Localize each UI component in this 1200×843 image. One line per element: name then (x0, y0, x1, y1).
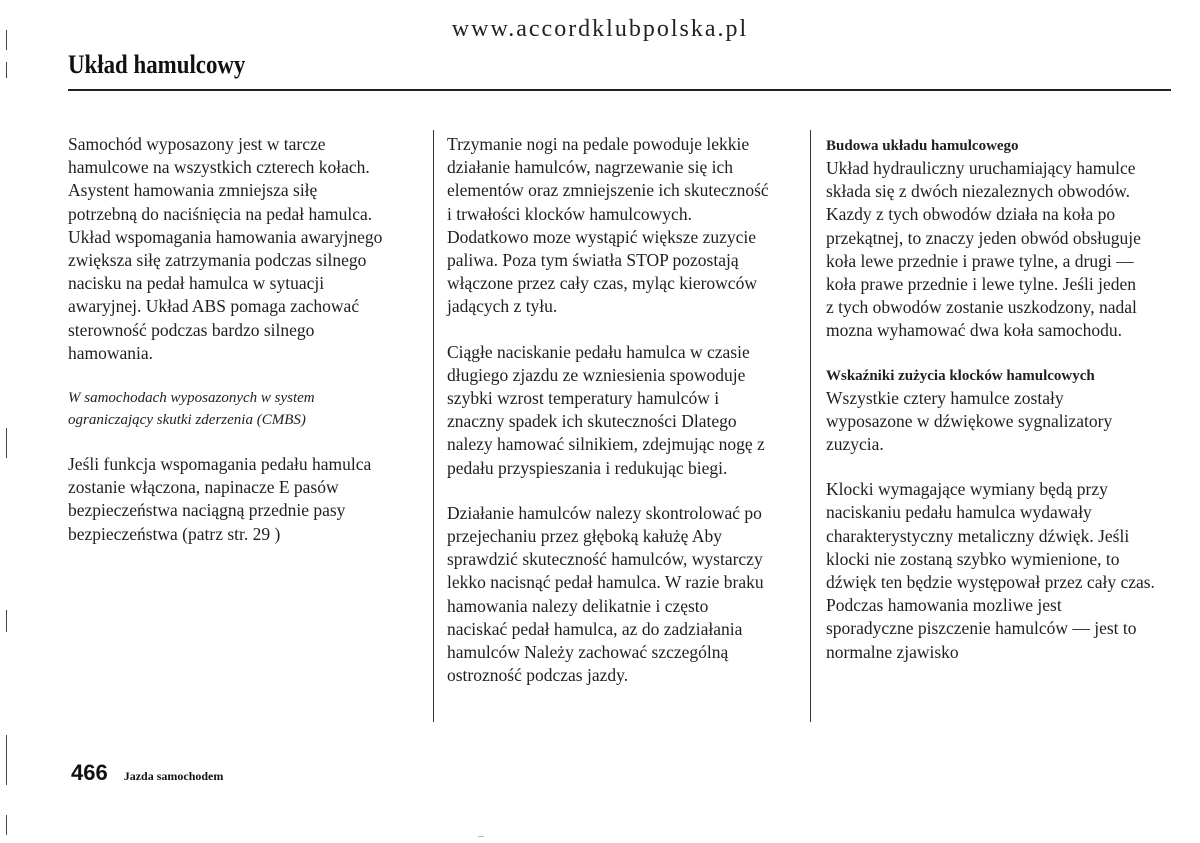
page-title: Układ hamulcowy (68, 50, 246, 79)
text-column-2 (447, 133, 797, 687)
column-divider-2 (810, 130, 811, 722)
scan-artifact (478, 836, 484, 837)
puddle-paragraph: Działanie hamulców nalezy skontrolować po przejechaniu przez głęboką kałużę Aby sprawdzić skuteczność hamulców, wystarczy lekko nacisnąć pedał hamulca. W razie braku hamowania nalezy delikatnie i często naciskać pedał hamulca, az do zadziałania hamulców Należy zachować szczególną ostrozność podczas jazdy. (447, 502, 764, 686)
page-number: 466 (71, 760, 108, 785)
brake-system-paragraph: Układ hydrauliczny uruchamiający hamulce składa się z dwóch niezaleznych obwodów. Kazdy z tych obwodów działa na koła po przekątnej, to znaczy jeden obwód obsługuje koła lewe przednie i prawe tylne, a drugi — koła prawe przednie i lewe tylne. Jeśli jeden z tych obwodów zostanie uszkodzony, nadal mozna wyhamować dwa koła samochodu. (826, 158, 1141, 341)
title-rule (68, 89, 1171, 91)
site-url: www.accordklubpolska.pl (451, 16, 749, 42)
page-edge-mark-bottom (6, 735, 7, 785)
intro-paragraph: Samochód wyposazony jest w tarcze hamulcowe na wszystkich czterech kołach. Asystent hamowania zmniejsza siłę potrzebną do naciśnięcia na pedał hamulca. Układ wspomagania hamowania awaryjnego zwiększa siłę zatrzymania podczas silnego nacisku na pedał hamulca w sytuacji awaryjnej. Układ ABS pomaga zachować sterowność podczas bardzo silnego hamowania. (68, 134, 383, 363)
wear-indicator-paragraph: Wszystkie cztery hamulce zostały wyposazone w dźwiękowe sygnalizatory zuzycia. (826, 387, 1113, 455)
page-edge-mark-lower (6, 610, 7, 632)
page-edge-mark-foot (6, 815, 7, 835)
page-edge-mark-top (6, 30, 7, 50)
text-column-1 (68, 133, 413, 546)
brake-system-heading: Budowa układu hamulcowego (826, 138, 1019, 154)
pedal-paragraph: Trzymanie nogi na pedale powoduje lekkie działanie hamulców, nagrzewanie się ich elementów oraz zmniejszenie ich skuteczność i trwałości klocków hamulcowych. Dodatkowo moze wystąpić większe zuzycie paliwa. Poza tym światła STOP pozostają włączone przez cały czas, myląc kierowców jadących z tyłu. (447, 134, 769, 317)
worn-pads-paragraph: Klocki wymagające wymiany będą przy naciskaniu pedału hamulca wydawały charakterystyczny metaliczny dźwięk. Jeśli klocki nie zostaną szybko wymienione, to dźwięk ten będzie występował przez cały czas. Podczas hamowania mozliwe jest sporadyczne piszczenie hamulców — jest to normalne zjawisko (826, 479, 1155, 662)
page-edge-mark-middle (6, 428, 7, 458)
text-column-3 (826, 135, 1166, 664)
cmbs-note: W samochodach wyposazonych w system ograniczający skutki zderzenia (CMBS) (68, 390, 315, 429)
cmbs-paragraph: Jeśli funkcja wspomagania pedału hamulca zostanie włączona, napinacze E pasów bezpieczeństwa naciągną przednie pasy bezpieczeństwa (patrz str. 29 ) (68, 454, 372, 544)
page-footer (71, 760, 223, 786)
descent-paragraph: Ciągłe naciskanie pedału hamulca w czasie długiego zjazdu ze wzniesienia spowoduje szybki wzrost temperatury hamulców i znaczny spadek ich skuteczności Dlatego nalezy hamować silnikiem, zdejmując nogę z pedału przyspieszania i redukując biegi. (447, 341, 765, 478)
page-edge-mark-upper (6, 62, 7, 78)
wear-indicator-heading: Wskaźniki zużycia klocków hamulcowych (826, 367, 1095, 384)
section-name: Jazda samochodem (123, 769, 224, 783)
column-divider-1 (433, 130, 434, 722)
